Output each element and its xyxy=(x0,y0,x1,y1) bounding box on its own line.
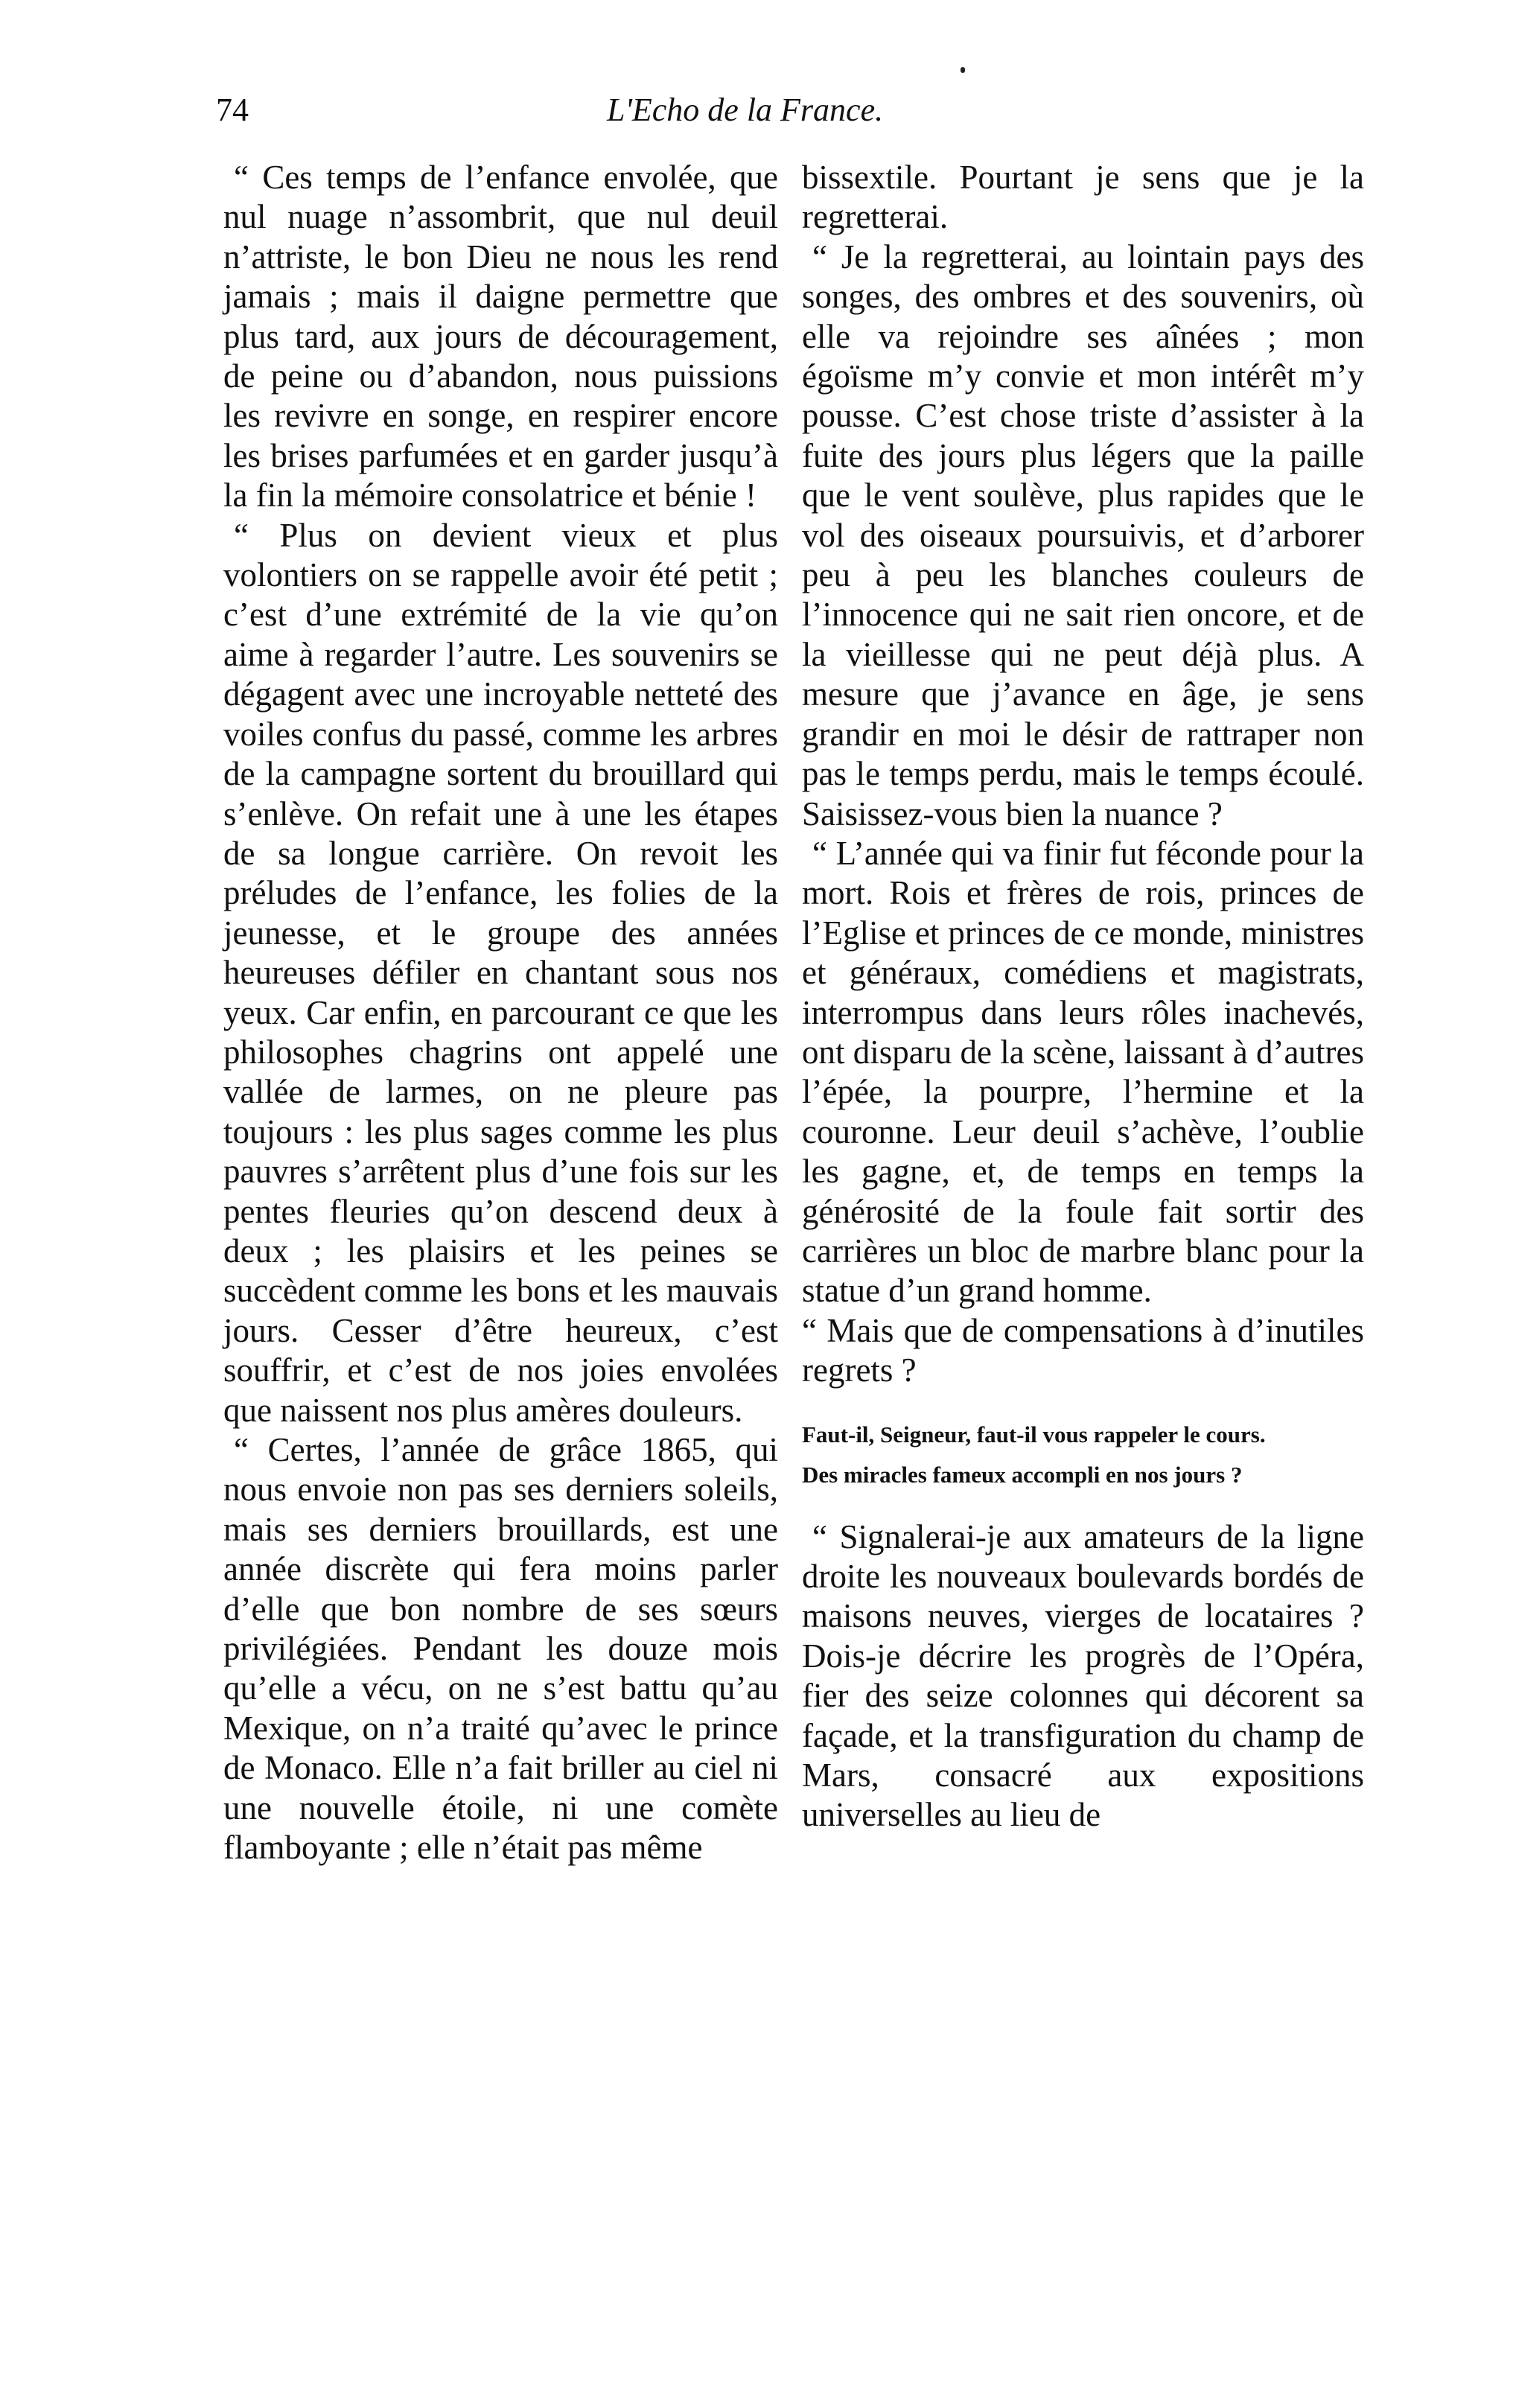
right-column xyxy=(802,158,1364,1835)
paragraph: “ Certes, l’année de grâce 1865, qui nous envoie non pas ses derniers soleils, mais ses derniers brouillards, est une année discrète qui fera moins parler d’elle que bon nombre de ses sœurs privilégiées. Pendant les douze mois qu’elle a vécu, on ne s’est battu qu’au Mexique, on n’a traité qu’avec le prince de Monaco. Elle n’a fait briller au ciel ni une nouvelle étoile, ni une comète flamboyante ; elle n’était pas même xyxy=(223,1431,778,1867)
verse-quote xyxy=(802,1421,1364,1489)
ink-speck xyxy=(961,67,965,73)
paragraph: “ Je la regretterai, au lointain pays des songes, des ombres et des souvenirs, où elle va rejoindre ses aînées ; mon égoïsme m’y convie et mon intérêt m’y pousse. C’est chose triste d’assister à la fuite des jours plus légers que la paille que le vent soulève, plus rapides que le vol des oiseaux poursuivis, et d’arborer peu à peu les blanches couleurs de l’innocence qui ne sait rien oncore, et de la vieillesse qui ne peut déjà plus. A mesure que j’avance en âge, je sens grandir en moi le désir de rattraper non pas le temps perdu, mais le temps écoulé. Saisissez-vous bien la nuance ? xyxy=(802,238,1364,832)
verse-line: Faut-il, Seigneur, faut-il vous rappeler le cours. xyxy=(802,1421,1266,1447)
paragraph: “ Signalerai-je aux amateurs de la ligne droite les nouveaux boulevards bordés de maisons neuves, vierges de locataires ? Dois-je décrire les progrès de l’Opéra, fier des seize colonnes qui décorent sa façade, et la transfiguration du champ de Mars, consacré aux expositions universelles au lieu de xyxy=(802,1517,1364,1834)
page-number: 74 xyxy=(216,92,249,128)
left-column xyxy=(223,158,778,1867)
page-header xyxy=(216,88,1340,133)
running-title: L'Echo de la France. xyxy=(607,92,884,128)
paragraph: “ Ces temps de l’enfance envolée, que nul nuage n’assombrit, que nul deuil n’attriste, le bon Dieu ne nous les rend jamais ; mais il daigne permettre que plus tard, aux jours de découragement, de peine ou d’abandon, nous puissions les revivre en songe, en respirer encore les brises parfumées et en garder jusqu’à la fin la mémoire consolatrice et bénie ! xyxy=(223,159,778,515)
verse-line: Des miracles fameux accompli en nos jours ? xyxy=(802,1461,1243,1488)
paragraph: “ Mais que de compensations à d’inutiles regrets ? xyxy=(802,1311,1364,1389)
paragraph: “ Plus on devient vieux et plus volontiers on se rappelle avoir été petit ; c’est d’une extrémité de la vie qu’on aime à regarder l’autre. Les souvenirs se dégagent avec une incroyable netteté des voiles confus du passé, comme les arbres de la campagne sortent du brouillard qui s’enlève. On refait une à une les étapes de sa longue carrière. On revoit les préludes de l’enfance, les folies de la jeunesse, et le groupe des années heureuses défiler en chantant sous nos yeux. Car enfin, en parcourant ce que les philosophes chagrins ont appelé une vallée de larmes, on ne pleure pas toujours : les plus sages comme les plus pauvres s’arrêtent plus d’une fois sur les pentes fleuries qu’on descend deux à deux ; les plaisirs et les peines se succèdent comme les bons et les mauvais jours. Cesser d’être heureux, c’est souffrir, et c’est de nos joies envolées que naissent nos plus amères douleurs. xyxy=(223,516,778,1429)
paragraph: bissextile. Pourtant je sens que je la regretterai. xyxy=(802,159,1364,236)
paragraph: “ L’année qui va finir fut féconde pour la mort. Rois et frères de rois, princes de l’Eglise et princes de ce monde, ministres et généraux, comédiens et magistrats, interrompus dans leurs rôles inachevés, ont disparu de la scène, laissant à d’autres l’épée, la pourpre, l’hermine et la couronne. Leur deuil s’achève, l’oublie les gagne, et, de temps en temps la générosité de la foule fait sortir des carrières un bloc de marbre blanc pour la statue d’un grand homme. xyxy=(802,834,1364,1310)
